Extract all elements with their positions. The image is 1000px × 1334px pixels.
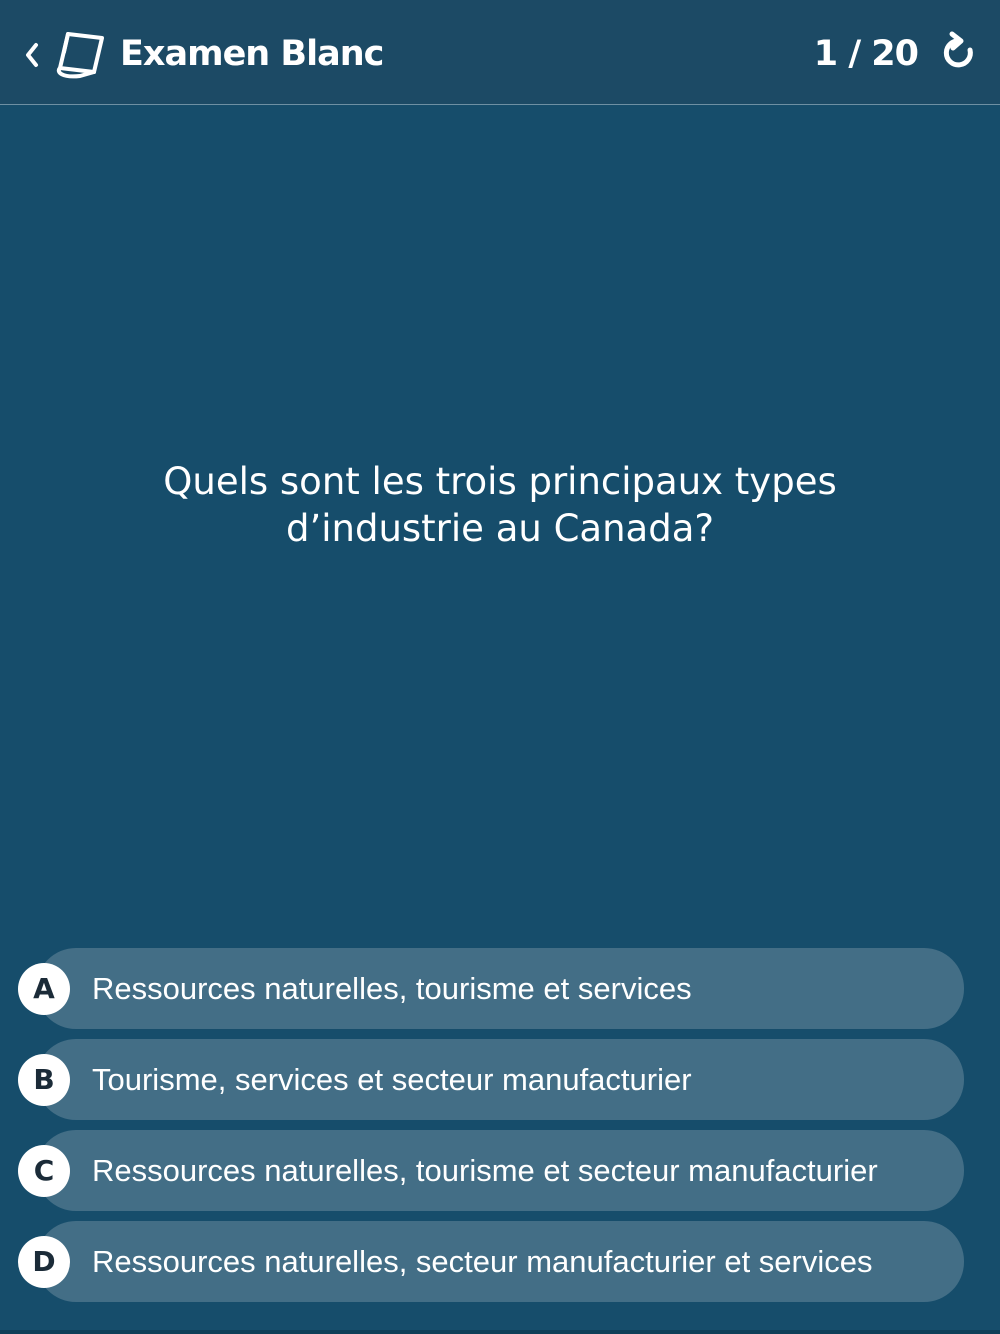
answer-letter-badge: B	[18, 1054, 70, 1106]
restart-button[interactable]	[938, 28, 982, 80]
refresh-icon	[938, 28, 982, 80]
answer-letter-badge: D	[18, 1236, 70, 1288]
question-counter: 1 / 20	[813, 34, 918, 74]
answer-option-d[interactable]	[32, 1221, 964, 1302]
question-line-2: d’industrie au Canada?	[285, 507, 715, 550]
answer-option-b[interactable]	[33, 1039, 964, 1120]
chevron-left-icon	[16, 30, 52, 80]
answer-text: Ressources naturelles, tourisme et secteur manufacturier	[92, 1153, 878, 1188]
question-text	[80, 458, 920, 552]
bottom-divider	[0, 1330, 1000, 1334]
answer-option-c[interactable]	[33, 1130, 964, 1211]
answer-option-a[interactable]	[33, 948, 964, 1029]
answer-letter-badge: C	[18, 1145, 70, 1197]
answer-text: Ressources naturelles, tourisme et services	[92, 971, 692, 1006]
top-bar	[0, 0, 1000, 105]
notebook-icon	[52, 26, 108, 82]
page-title: Examen Blanc	[120, 34, 384, 74]
back-button[interactable]	[16, 30, 52, 80]
answer-text: Ressources naturelles, secteur manufacturier et services	[92, 1244, 873, 1279]
answer-letter-badge: A	[18, 963, 70, 1015]
answer-text: Tourisme, services et secteur manufacturier	[92, 1062, 692, 1097]
question-line-1: Quels sont les trois principaux types	[163, 460, 837, 503]
